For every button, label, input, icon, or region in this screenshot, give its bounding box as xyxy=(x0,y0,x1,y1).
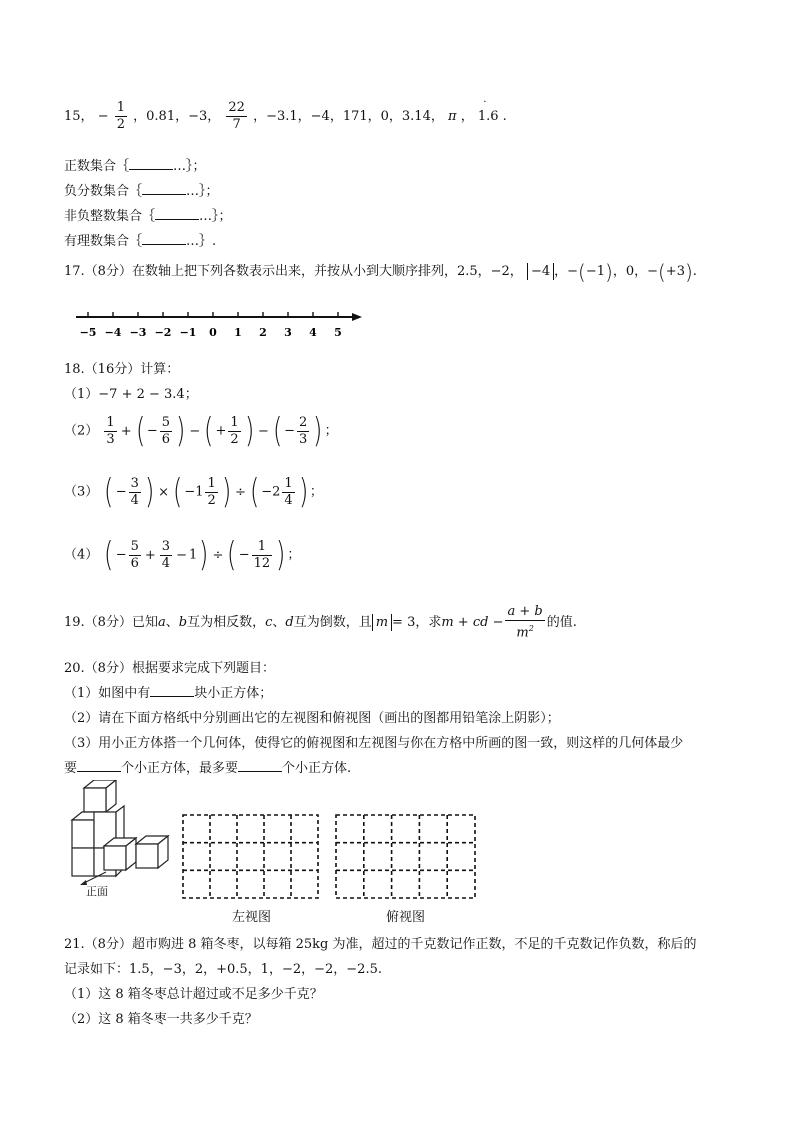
q19-text: 的值. xyxy=(546,615,577,631)
grid-border xyxy=(183,815,318,898)
number-sequence: ， xyxy=(460,109,474,124)
q18-part2: （2） $\frac{1}{3}$ + ( − $\frac{5}{6}$ ) − ( + $\frac{1}{2}$ ) − ( − $\frac{2}{3}$ ) ； xyxy=(64,411,338,451)
number-line-tick-label: 2 xyxy=(259,326,267,339)
left-paren: ( xyxy=(227,535,237,575)
number-line-tick-label: 0 xyxy=(209,326,217,339)
cube-front xyxy=(72,820,94,848)
separator: 、 xyxy=(272,615,286,631)
right-paren: ) xyxy=(176,411,186,451)
denominator: 4 xyxy=(284,492,293,508)
q20-text: 要 xyxy=(64,761,78,776)
q17-text: ，0，− xyxy=(612,264,658,279)
top-view-caption: 俯视图 xyxy=(386,910,426,925)
operator: + xyxy=(144,547,156,563)
set-label: 正数集合｛ xyxy=(64,159,130,174)
q21-part1 xyxy=(64,983,323,1002)
number-sequence: ，−3.1，−4，171，0，3.14， xyxy=(253,109,444,124)
numerator: 22 xyxy=(228,100,245,115)
repeating-decimal: 1.6 ˙ xyxy=(478,109,499,124)
q17-text: 17.（8分）在数轴上把下列各数表示出来，并按从小到大顺序排列，2.5，−2， xyxy=(64,264,523,279)
right-paren: ) xyxy=(313,411,323,451)
left-paren: ( xyxy=(657,259,666,284)
q18-title-text: 18.（16分）计算： xyxy=(64,362,180,377)
left-paren: ( xyxy=(204,411,214,451)
part-label: （2） xyxy=(64,423,99,439)
denominator: 6 xyxy=(130,555,139,571)
number-line-tick-label: −2 xyxy=(154,326,172,339)
q20-part3-cont xyxy=(64,757,351,776)
q21-text: 记录如下：1.5，−3，2，+0.5，1，−2，−2，−2.5. xyxy=(64,962,382,977)
q21-line1 xyxy=(64,933,697,952)
cube-front xyxy=(72,848,94,876)
q17-line xyxy=(64,260,697,282)
answer-blank[interactable] xyxy=(142,232,186,245)
q18-part4: （4） ( − $\frac{5}{6}$ + $\frac{3}{4}$ − 1) ÷ ( − $\frac{1}{12}$ ) ； xyxy=(64,535,301,575)
fraction xyxy=(228,415,240,448)
fraction xyxy=(160,539,172,572)
q19-text: 19.（8分）已知 xyxy=(64,615,158,631)
numerator: 5 xyxy=(161,414,171,430)
semicolon: ； xyxy=(287,547,301,563)
right-paren: ) xyxy=(276,535,286,575)
number-line-arrow xyxy=(352,313,362,321)
q20-text: （3）用小正方体搭一个几何体，使得它的俯视图和左视图与你在方格中所画的图一致，则这样的几何体最少 xyxy=(64,736,684,751)
part-label: （3） xyxy=(64,484,99,500)
q20-part1 xyxy=(64,682,272,701)
left-paren: ( xyxy=(173,472,183,512)
expression: −7 + 2 − 3.4； xyxy=(98,387,198,402)
denominator: 4 xyxy=(161,555,171,571)
operator: − xyxy=(176,547,187,563)
left-view-grid[interactable] xyxy=(182,814,320,900)
set-nonneg-integer xyxy=(64,205,232,224)
fraction-22-7 xyxy=(226,100,247,133)
answer-blank[interactable] xyxy=(155,207,199,220)
denominator: 2 xyxy=(207,492,216,508)
q21-line2 xyxy=(64,958,382,977)
number-line-tick-label: 1 xyxy=(234,326,242,339)
q18-part1 xyxy=(64,383,198,402)
numerator: 1 xyxy=(106,414,115,430)
cube-figure xyxy=(66,780,184,900)
q20-text: 个小正方体. xyxy=(282,761,352,776)
set-tail: …｝； xyxy=(173,159,206,174)
numerator: 1 xyxy=(230,414,239,430)
fraction xyxy=(252,539,273,572)
q20-text: 块小正方体； xyxy=(194,686,273,701)
denominator: 3 xyxy=(299,431,308,447)
numerator: 1 xyxy=(207,475,216,491)
number-line-tick-label: −3 xyxy=(129,326,147,339)
q20-text: 个小正方体，最多要 xyxy=(121,761,239,776)
expression: m + cd − xyxy=(441,615,504,631)
grid-border xyxy=(336,815,475,898)
answer-blank[interactable] xyxy=(142,182,186,195)
period: . xyxy=(692,264,697,279)
numerator: 1 xyxy=(252,539,273,556)
cube-front xyxy=(136,844,158,868)
var-b: b xyxy=(178,615,188,631)
right-paren: ) xyxy=(144,472,155,512)
left-paren: ( xyxy=(135,411,145,451)
q19-text: 互为相反数， xyxy=(187,615,266,631)
q21-text: （2）这 8 箱冬枣一共多少千克？ xyxy=(64,1012,258,1027)
set-label: 负分数集合｛ xyxy=(64,184,143,199)
right-paren: ) xyxy=(199,535,209,575)
number-sequence: ，0.81，−3， xyxy=(133,109,221,124)
denominator: 7 xyxy=(232,117,241,132)
q20-title-text: 20.（8分）根据要求完成下列题目： xyxy=(64,661,275,676)
numerator: 3 xyxy=(130,475,139,491)
set-tail: …｝. xyxy=(186,234,217,249)
answer-blank[interactable] xyxy=(238,759,282,772)
numerator: 1 xyxy=(284,475,293,491)
set-tail: …｝； xyxy=(199,209,232,224)
period: . xyxy=(502,109,507,124)
number-line-tick-label: −1 xyxy=(179,326,197,339)
answer-blank[interactable] xyxy=(150,684,194,697)
q21-text: （1）这 8 箱冬枣总计超过或不足多少千克？ xyxy=(64,987,323,1002)
number-line-tick-label: 3 xyxy=(284,326,292,339)
var-c: c xyxy=(265,615,273,631)
q21-part2 xyxy=(64,1008,258,1027)
q20-text: （2）请在下面方格纸中分别画出它的左视图和俯视图（画出的图都用铅笔涂上阴影）； xyxy=(64,711,560,726)
minus-sign: − xyxy=(97,109,109,124)
fraction xyxy=(104,415,116,448)
number-line xyxy=(72,305,372,345)
operator: + xyxy=(120,423,132,439)
answer-blank[interactable] xyxy=(129,157,173,170)
q15-number: 15， xyxy=(64,109,94,124)
fraction xyxy=(297,415,309,448)
q21-text: 21.（8分）超市购进 8 箱冬枣，以每箱 25kg 为准，超过的千克数记作正数，不足的千克数记作负数，称后的 xyxy=(64,937,697,952)
part-label: （1） xyxy=(64,387,99,402)
q19-line xyxy=(64,604,577,641)
denominator-base: m xyxy=(516,625,529,641)
numerator: 3 xyxy=(161,538,171,554)
left-paren: ( xyxy=(104,472,114,512)
q18-title xyxy=(64,358,179,377)
q20-title xyxy=(64,657,275,676)
numerator: 2 xyxy=(299,414,308,430)
operator: − xyxy=(189,423,201,439)
denominator: 2 xyxy=(230,431,239,447)
fraction xyxy=(282,476,294,509)
fraction xyxy=(205,476,217,509)
cube-front xyxy=(104,846,126,870)
left-paren: ( xyxy=(249,472,260,512)
semicolon: ； xyxy=(309,484,323,500)
q20-part3 xyxy=(64,732,683,751)
fraction xyxy=(160,415,172,448)
q18-part3: （3） ( − $\frac{3}{4}$ ) × ( −1 $\frac{1}{2}$ ) ÷ ( −2 $\frac{1}{4}$ ) ； xyxy=(64,472,323,512)
numerator: 1 xyxy=(116,100,126,115)
q20-text: （1）如图中有 xyxy=(64,686,151,701)
set-rational xyxy=(64,230,216,249)
left-paren: ( xyxy=(272,411,283,451)
front-label: 正面 xyxy=(86,885,108,898)
q17-text: ，− xyxy=(554,264,579,279)
fraction-a-plus-b-over-m2 xyxy=(505,604,544,641)
denominator xyxy=(505,621,544,641)
denominator: 2 xyxy=(116,117,126,132)
left-view-caption: 左视图 xyxy=(232,910,272,925)
number-line-tick-label: 5 xyxy=(334,326,342,339)
number-line-tick-label: −4 xyxy=(104,326,122,339)
denominator: 4 xyxy=(130,492,139,508)
var-d: d xyxy=(285,615,294,631)
abs-m: m xyxy=(372,614,392,631)
q19-text: = 3，求 xyxy=(392,615,442,631)
number-line-tick-label: −5 xyxy=(79,326,97,339)
absolute-value: −4 xyxy=(527,263,554,280)
operator: ÷ xyxy=(235,484,246,500)
denominator: 12 xyxy=(253,555,271,571)
cube-front xyxy=(84,788,106,812)
right-paren: ) xyxy=(244,411,254,451)
q19-text: 互为倒数，且 xyxy=(293,615,372,631)
operator: ÷ xyxy=(212,547,224,563)
set-negative-fraction xyxy=(64,180,219,199)
fraction-neg-half xyxy=(115,100,127,133)
paren-content: +3 xyxy=(665,264,685,279)
numerator: 5 xyxy=(130,538,139,554)
exponent: 2 xyxy=(528,624,534,633)
right-paren: ) xyxy=(684,259,693,284)
semicolon: ； xyxy=(324,423,338,439)
fraction xyxy=(129,539,141,572)
number-line-tick-label: 4 xyxy=(309,326,317,339)
part-label: （4） xyxy=(64,547,99,563)
top-view-grid[interactable] xyxy=(335,814,477,900)
denominator: 6 xyxy=(161,431,171,447)
right-paren: ) xyxy=(298,472,308,512)
operator: − xyxy=(257,423,269,439)
set-label: 非负整数集合｛ xyxy=(64,209,156,224)
denominator: 3 xyxy=(106,431,115,447)
right-paren: ) xyxy=(605,259,613,284)
q15-line xyxy=(64,100,507,133)
separator: 、 xyxy=(165,615,179,631)
paren-content: −1 xyxy=(585,264,605,279)
var-a: a xyxy=(157,615,166,631)
q20-part2 xyxy=(64,707,560,726)
left-paren: ( xyxy=(104,535,114,575)
operator: × xyxy=(158,484,170,500)
set-label: 有理数集合｛ xyxy=(64,234,143,249)
set-positive xyxy=(64,155,206,174)
pi-symbol: π xyxy=(448,109,457,124)
right-paren: ) xyxy=(221,472,232,512)
left-paren: ( xyxy=(578,259,586,284)
numerator: a + b xyxy=(507,604,543,619)
fraction xyxy=(129,476,141,509)
answer-blank[interactable] xyxy=(77,759,121,772)
set-tail: …｝； xyxy=(186,184,219,199)
